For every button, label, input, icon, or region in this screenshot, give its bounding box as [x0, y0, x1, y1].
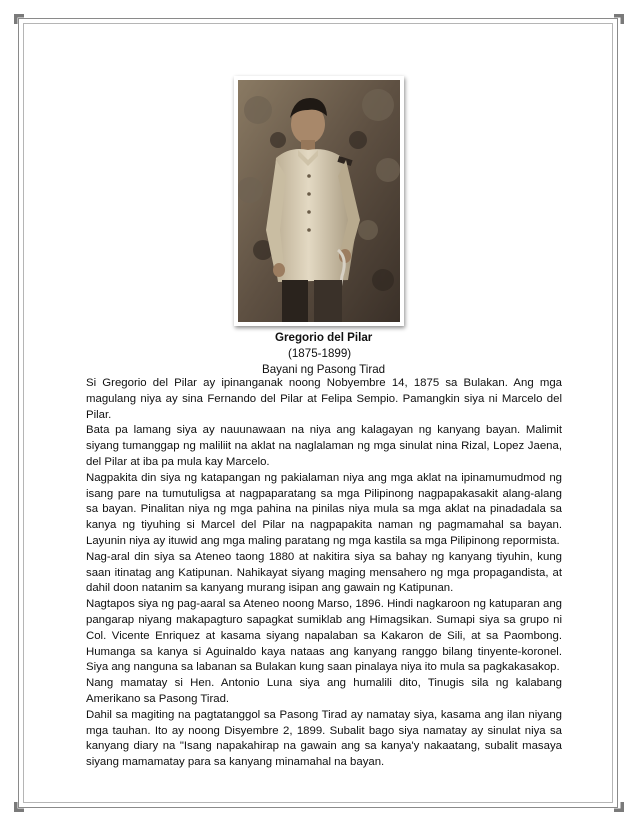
caption-years: (1875-1899): [288, 347, 352, 360]
paragraph: Dahil sa magiting na pagtatanggol sa Pasong Tirad ay namatay siya, kasama ang ilan niyang mga tauhan. Ito ay noong Disyembre 2, 1899. Subalit bago siya namatay ay sinulat niya sa kanyang diary na "Isang napakahirap na gawain ang sa kanya'y nakaatang, subalit masaya siyang mamamatay para sa kanyang minamahal na bayan.: [86, 708, 562, 769]
paragraph: Nagpakita din siya ng katapangan ng pakialaman niya ang mga aklat na ipinamumudmod ng isang pare na tumutuligsa at nagpaparatang sa mga Pilipinong nagpapakasakit alang-alang sa bayan. Pinalitan niya ng mga pahina na pinilas niya mula sa mga aklat na pinadadala sa kanya ng tiyuhing si Marcel del Pilar na nagpapakita naman ng pagmamahal sa bayan. Layunin niya ay ituwid ang mga maling paratang ng mga kastila sa mga Pilipinong repormista.: [86, 471, 562, 547]
portrait-illustration: [238, 80, 400, 322]
biography-text: [86, 376, 562, 771]
paragraph: Nagtapos siya ng pag-aaral sa Ateneo noong Marso, 1896. Hindi nagkaroon ng katuparan ang pangarap niyang makapagturo sapagkat sumiklab ang Himagsikan. Sumapi siya sa grupo ni Col. Vicente Enriquez at kasama siyang napalaban sa Kakaron de Sili, at sa Paombong. Humanga sa kanya si Aguinaldo kaya nataas ang kanyang ranggo bilang tinyente-koronel. Siya ang nanguna sa labanan sa Bulakan kung saan pinalaya niya ito mula sa pagkakasakop.: [86, 598, 562, 674]
paragraph: Nang mamatay si Hen. Antonio Luna siya ang humalili dito, Tinugis sila ng kalabang Amerikano sa Pasong Tirad.: [86, 677, 562, 705]
paragraph: Nag-aral din siya sa Ateneo taong 1880 at nakitira siya sa bahay ng kanyang tiyuhin, kung saan itinatag ang Katipunan. Nahikayat siyang maging mensahero ng mga propagandista, at dahil doon natanim sa kanyang murang isipan ang gawain ng Katipunan.: [86, 550, 562, 595]
caption-title: Bayani ng Pasong Tirad: [262, 363, 386, 376]
paragraph: Bata pa lamang siya ay nauunawaan na niya ang kalagayan ng kanyang bayan. Malimit siyang tumanggap ng maliliit na aklat na naglalaman ng mga sinulat nina Rizal, Lopez Jaena, del Pilar at iba pa mula kay Marcelo.: [86, 424, 562, 468]
portrait-photo: [234, 76, 404, 326]
paragraph: Si Gregorio del Pilar ay ipinanganak noong Nobyembre 14, 1875 sa Bulakan. Ang mga magulang niya ay sina Fernando del Pilar at Felipa Sempio. Pamangkin siya ni Marcelo del Pilar.: [86, 377, 562, 421]
caption-name: Gregorio del Pilar: [275, 331, 373, 344]
